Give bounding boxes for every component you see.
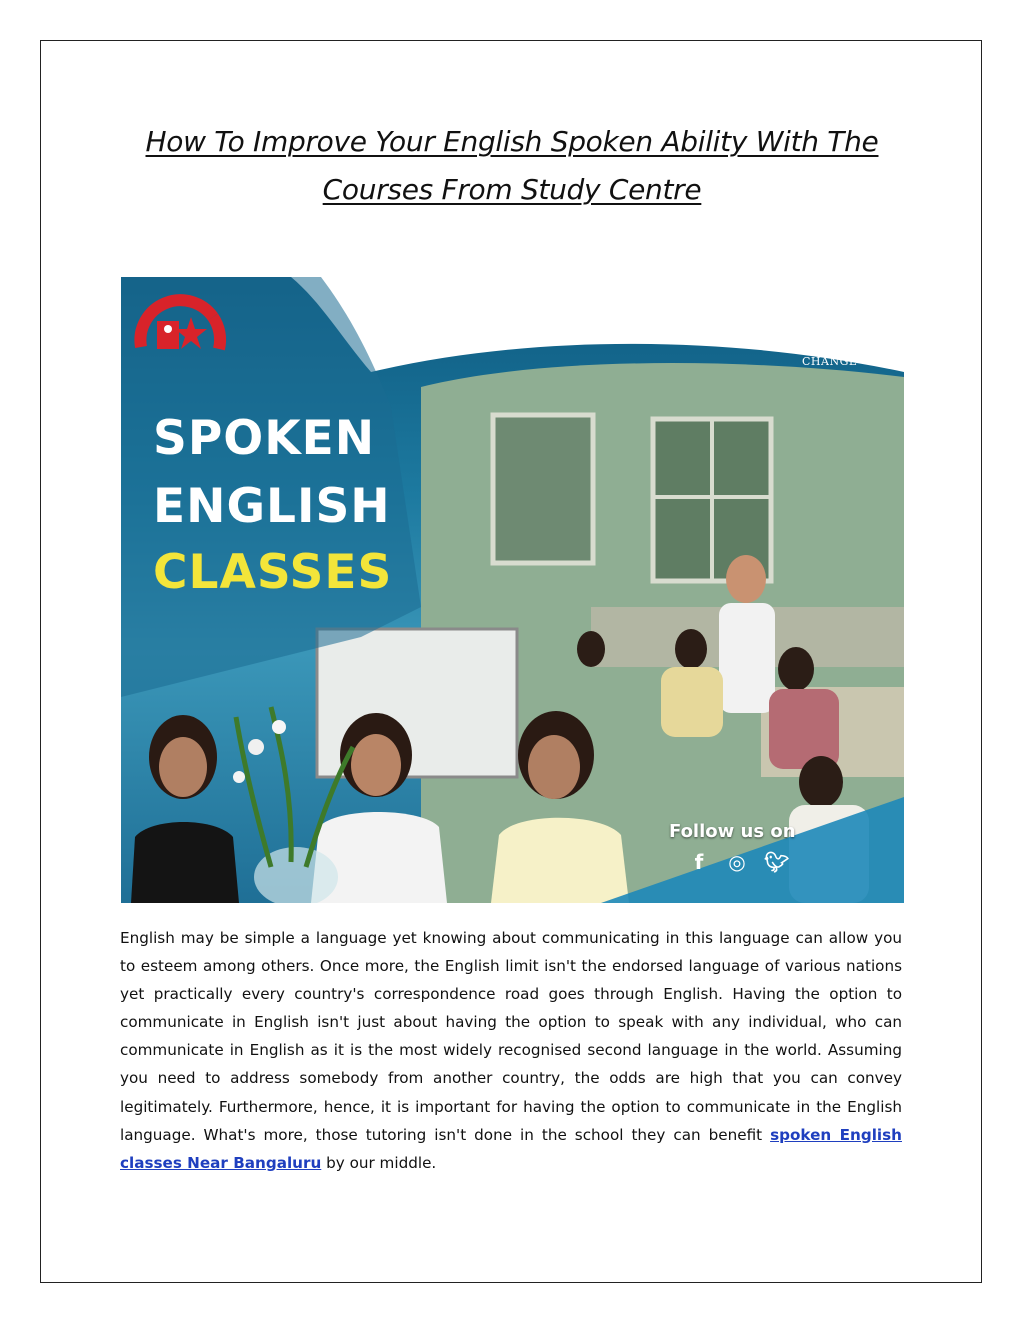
social-icons <box>688 850 790 874</box>
instagram-icon[interactable]: ◎ <box>728 850 746 874</box>
facebook-icon[interactable]: f <box>694 850 704 874</box>
banner-headline-line3: CLASSES <box>153 545 393 600</box>
banner-headline-line1: SPOKEN <box>153 411 376 466</box>
follow-us-text: Follow us on <box>669 821 796 842</box>
banner-image <box>121 277 904 903</box>
teacher <box>726 555 766 603</box>
banner-headline-line2: ENGLISH <box>153 479 391 534</box>
learn-develop-change-logo <box>121 277 233 371</box>
document-title: How To Improve Your English Spoken Ability With The Courses From Study Centre <box>145 125 879 206</box>
paragraph-text: English may be simple a language yet knowing about communicating in this language can allow you to esteem among others. Once more, the English limit isn't the endorsed language of various nations yet practically every country's correspondence road goes through English. Having the option to communicate in English isn't just about having the option to speak with any individual, who can communicate in English as it is the most widely recognised second language in the world. Assuming you need to address somebody from another country, the odds are high that you can convey legitimately. Furthermore, hence, it is important for having the option to communicate in the English language. What's more, those tutoring isn't done in the school they can benefit <box>120 929 902 1144</box>
spoken-english-classes-link[interactable]: spoken English classes Near Bangaluru <box>120 1125 902 1172</box>
paragraph-tail: by our middle. <box>321 1153 437 1172</box>
logo-caption: CHANGE <box>802 355 858 368</box>
body-paragraph <box>120 924 902 1177</box>
window-left <box>493 415 593 563</box>
twitter-icon[interactable]: 🐦︎ <box>764 850 790 874</box>
